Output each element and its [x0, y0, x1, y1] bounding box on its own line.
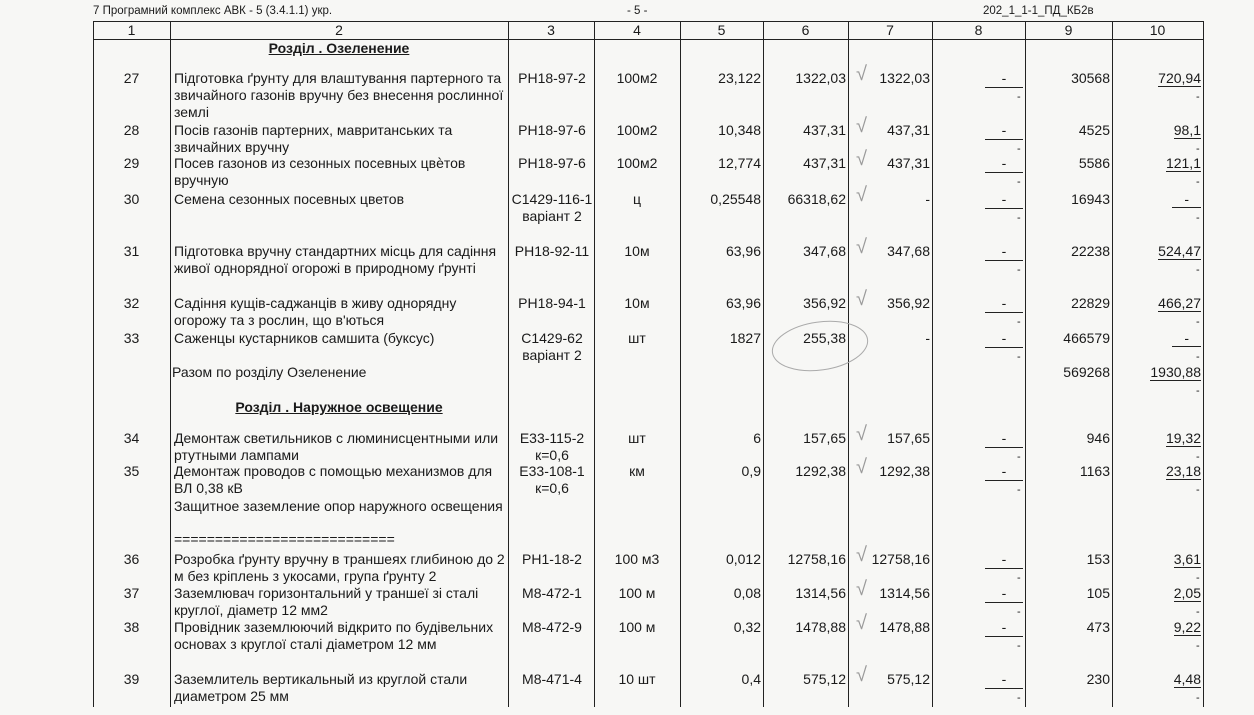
- column-number: 7: [886, 22, 894, 38]
- unit: 100м2: [616, 155, 658, 171]
- row-note: ===========================: [174, 531, 395, 547]
- column-number: 6: [801, 22, 810, 38]
- checkmark-icon: √: [856, 423, 867, 445]
- item-description: Посев газонов из сезонных посевных цвѐтов вручную: [174, 155, 466, 188]
- row-number: 37: [123, 585, 140, 601]
- unit-price-verified: 12758,16: [871, 551, 930, 567]
- column-number: 5: [717, 22, 726, 38]
- header-program: 7 Програмний комплекс АВК - 5 (3.4.1.1) укр.: [93, 5, 333, 17]
- item-description: Заземлитель вертикальный из круглой стали диаметром 25 мм: [174, 671, 468, 704]
- pencil-circle-mark: [768, 316, 878, 376]
- column-number: 9: [1064, 22, 1073, 38]
- row-number: 31: [123, 243, 140, 259]
- unit-price-verified: -: [925, 191, 930, 207]
- dash-mark: -: [1196, 351, 1200, 363]
- checkmark-icon: √: [856, 63, 867, 85]
- quantity: 0,012: [725, 551, 761, 567]
- checkmark-icon: √: [856, 148, 867, 170]
- item-code: РН18-92-11: [514, 243, 590, 259]
- quantity: 1827: [729, 330, 761, 346]
- total-cost: 105: [1086, 585, 1110, 601]
- wage-cost: [1112, 619, 1201, 636]
- quantity: 0,32: [733, 619, 761, 635]
- header-document-code: 202_1_1-1_ПД_КБ2в: [983, 5, 1094, 17]
- column-8-value: -: [985, 243, 1023, 261]
- unit-price: 157,65: [803, 430, 846, 446]
- item-code: С1429-116-1 варіант 2: [511, 191, 593, 224]
- item-code: РН18-97-6: [518, 155, 586, 171]
- dash-mark: -: [1017, 176, 1021, 188]
- unit-price: 1292,38: [795, 463, 846, 479]
- unit-price: 356,92: [803, 295, 846, 311]
- unit-price-verified: 157,65: [887, 430, 930, 446]
- item-description: Садіння кущів-саджанців в живу однорядну огорожу та з рослин, що в'ються: [174, 295, 457, 328]
- unit: 10 шт: [618, 671, 656, 687]
- quantity: 63,96: [725, 243, 761, 259]
- item-description: Заземлювач горизонтальний у траншеї зі сталі круглої, діаметр 12 мм2: [174, 585, 479, 618]
- dash-mark: -: [1196, 385, 1200, 397]
- item-code: РН18-94-1: [518, 295, 586, 311]
- total-cost: 569268: [1063, 364, 1110, 380]
- wage-cost: [1112, 551, 1201, 568]
- checkmark-icon: √: [856, 544, 867, 566]
- wage-cost: [1112, 364, 1201, 381]
- item-code: С1429-62 варіант 2: [521, 330, 583, 363]
- wage-cost-value: 4,48: [1173, 671, 1201, 687]
- unit-price: 12758,16: [787, 551, 846, 567]
- item-code: Е33-115-2 к=0,6: [519, 430, 585, 463]
- dash-mark: -: [1017, 692, 1021, 704]
- wage-cost: [1112, 330, 1201, 347]
- dash-mark: -: [1017, 484, 1021, 496]
- unit: 100 м: [618, 585, 656, 601]
- column-divider: [1203, 21, 1204, 707]
- total-cost: 230: [1086, 671, 1110, 687]
- unit-price: 66318,62: [787, 191, 846, 207]
- wage-cost-value: -: [1172, 330, 1201, 347]
- unit: шт: [628, 430, 646, 446]
- row-number: 27: [123, 70, 140, 86]
- wage-cost: [1112, 295, 1201, 312]
- column-number: 8: [974, 22, 983, 38]
- wage-cost-value: 121,1: [1165, 155, 1201, 171]
- item-description: Демонтаж светильников с люминисцентными или ртутными лампами: [174, 430, 499, 463]
- quantity: 63,96: [725, 295, 761, 311]
- item-code: М8-471-4: [522, 671, 582, 687]
- total-cost: 473: [1086, 619, 1110, 635]
- row-number: 28: [123, 122, 140, 138]
- dash-mark: -: [1017, 212, 1021, 224]
- total-cost: 153: [1086, 551, 1110, 567]
- column-8-value: -: [985, 430, 1023, 448]
- unit-price: 575,12: [803, 671, 846, 687]
- column-number: 1: [127, 22, 136, 38]
- unit-price: 1322,03: [795, 70, 846, 86]
- total-cost: 946: [1086, 430, 1110, 446]
- unit: 10м: [624, 243, 650, 259]
- column-number: 3: [547, 22, 555, 38]
- column-8-value: -: [985, 330, 1023, 348]
- wage-cost: [1112, 70, 1201, 87]
- dash-mark: -: [1017, 572, 1021, 584]
- section-title: Розділ . Наружное освещение: [235, 399, 443, 415]
- unit-price: 437,31: [803, 155, 846, 171]
- quantity: 12,774: [718, 155, 761, 171]
- unit: шт: [628, 330, 646, 346]
- unit: км: [629, 463, 645, 479]
- quantity: 6: [753, 430, 761, 446]
- quantity: 0,9: [741, 463, 761, 479]
- dash-mark: -: [1196, 212, 1200, 224]
- unit-price: 1314,56: [795, 585, 846, 601]
- quantity: 10,348: [718, 122, 761, 138]
- total-cost: 4525: [1078, 122, 1110, 138]
- item-code: Е33-108-1 к=0,6: [519, 463, 585, 496]
- checkmark-icon: √: [856, 184, 867, 206]
- checkmark-icon: √: [856, 578, 867, 600]
- checkmark-icon: √: [856, 456, 867, 478]
- item-description: Підготовка ґрунту для влаштування партерного та звичайного газонів вручну без внесення рослинної землі: [174, 70, 504, 120]
- unit-price: 437,31: [803, 122, 846, 138]
- total-cost: 22829: [1071, 295, 1110, 311]
- dash-mark: -: [1017, 640, 1021, 652]
- item-description: Семена сезонных посевных цветов: [174, 191, 405, 207]
- column-8-value: -: [985, 122, 1023, 140]
- column-8-value: -: [985, 155, 1023, 173]
- row-number: 34: [123, 430, 140, 446]
- wage-cost: [1112, 243, 1201, 260]
- wage-cost-value: 19,32: [1165, 430, 1201, 446]
- unit-price-verified: 437,31: [887, 155, 930, 171]
- dash-mark: -: [1017, 91, 1021, 103]
- unit-price-verified: 437,31: [887, 122, 930, 138]
- unit-price-verified: 356,92: [887, 295, 930, 311]
- dash-mark: -: [1196, 91, 1200, 103]
- row-number: 39: [123, 671, 140, 687]
- unit: 100м2: [616, 70, 658, 86]
- wage-cost-value: 720,94: [1158, 70, 1201, 86]
- column-number: 10: [1149, 22, 1166, 38]
- checkmark-icon: √: [856, 612, 867, 634]
- item-code: РН18-97-2: [518, 70, 586, 86]
- column-8-value: -: [985, 191, 1023, 209]
- dash-mark: -: [1196, 316, 1200, 328]
- checkmark-icon: √: [856, 288, 867, 310]
- column-number: 4: [633, 22, 641, 38]
- wage-cost: [1112, 155, 1201, 172]
- dash-mark: -: [1017, 264, 1021, 276]
- unit-price-verified: 1292,38: [879, 463, 930, 479]
- quantity: 0,4: [741, 671, 761, 687]
- column-8-value: -: [985, 619, 1023, 637]
- quantity: 0,25548: [710, 191, 761, 207]
- row-number: 29: [123, 155, 140, 171]
- dash-mark: -: [1196, 484, 1200, 496]
- row-number: 33: [123, 330, 140, 346]
- unit-price-verified: 347,68: [887, 243, 930, 259]
- row-number: 35: [123, 463, 140, 479]
- total-cost: 1163: [1079, 463, 1110, 479]
- total-cost: 22238: [1071, 243, 1110, 259]
- unit-price-verified: 1322,03: [879, 70, 930, 86]
- total-cost: 30568: [1071, 70, 1110, 86]
- row-number: 30: [123, 191, 140, 207]
- unit-price-verified: -: [925, 330, 930, 346]
- row-number: 36: [123, 551, 140, 567]
- dash-mark: -: [1017, 143, 1021, 155]
- column-8-value: -: [985, 671, 1023, 689]
- checkmark-icon: √: [856, 664, 867, 686]
- wage-cost: [1112, 671, 1201, 688]
- wage-cost: [1112, 430, 1201, 447]
- column-number: 2: [335, 22, 343, 38]
- unit: 100 м3: [614, 551, 660, 567]
- item-code: РН18-97-6: [518, 122, 586, 138]
- wage-cost: [1112, 585, 1201, 602]
- wage-cost-value: 98,1: [1173, 122, 1201, 138]
- unit-price: 347,68: [803, 243, 846, 259]
- dash-mark: -: [1196, 451, 1200, 463]
- item-code: РН1-18-2: [522, 551, 582, 567]
- item-description: Демонтаж проводов с помощью механизмов для ВЛ 0,38 кВ: [174, 463, 493, 496]
- dash-mark: -: [1196, 572, 1200, 584]
- wage-cost-value: 3,61: [1173, 551, 1201, 567]
- unit-price: 1478,88: [795, 619, 846, 635]
- unit: ц: [632, 191, 642, 207]
- column-8-value: -: [985, 70, 1023, 88]
- column-8-value: -: [985, 551, 1023, 569]
- dash-mark: -: [1196, 143, 1200, 155]
- item-description: Посів газонів партерних, мавританських та звичайних вручну: [174, 122, 453, 155]
- item-description: Саженцы кустарников самшита (буксус): [174, 330, 435, 346]
- item-code: М8-472-9: [522, 619, 582, 635]
- row-note: Разом по розділу Озеленение: [172, 364, 367, 380]
- checkmark-icon: √: [856, 236, 867, 258]
- item-description: Провідник заземлюючий відкрито по будівельних основах з круглої сталі діаметром 12 мм: [174, 619, 494, 652]
- wage-cost: [1112, 463, 1201, 480]
- total-cost: 5586: [1078, 155, 1110, 171]
- column-8-value: -: [985, 463, 1023, 481]
- unit-price-verified: 1314,56: [879, 585, 930, 601]
- unit-price: 255,38: [803, 330, 846, 346]
- unit: 100м2: [616, 122, 658, 138]
- dash-mark: -: [1017, 451, 1021, 463]
- dash-mark: -: [1017, 606, 1021, 618]
- wage-cost: [1112, 191, 1201, 208]
- page-number: - 5 -: [627, 5, 648, 17]
- column-8-value: -: [985, 295, 1023, 313]
- unit: 100 м: [618, 619, 656, 635]
- wage-cost-value: 9,22: [1173, 619, 1201, 635]
- total-cost: 466579: [1063, 330, 1110, 346]
- row-number: 38: [123, 619, 140, 635]
- wage-cost-value: 23,18: [1165, 463, 1201, 479]
- wage-cost-value: 466,27: [1158, 295, 1201, 311]
- item-description: Підготовка вручну стандартних місць для садіння живої однорядної огорожі в природному ґрунті: [174, 243, 497, 276]
- item-code: М8-472-1: [522, 585, 582, 601]
- checkmark-icon: √: [856, 115, 867, 137]
- wage-cost-value: 1930,88: [1150, 364, 1201, 380]
- wage-cost-value: 2,05: [1173, 585, 1201, 601]
- wage-cost-value: 524,47: [1158, 243, 1201, 259]
- dash-mark: -: [1196, 606, 1200, 618]
- dash-mark: -: [1017, 351, 1021, 363]
- column-8-value: -: [985, 585, 1023, 603]
- unit: 10м: [624, 295, 650, 311]
- dash-mark: -: [1196, 692, 1200, 704]
- column-divider: [932, 21, 933, 707]
- row-number: 32: [123, 295, 140, 311]
- dash-mark: -: [1196, 640, 1200, 652]
- wage-cost-value: -: [1172, 191, 1201, 208]
- quantity: 0,08: [733, 585, 761, 601]
- unit-price-verified: 1478,88: [879, 619, 930, 635]
- row-note: Защитное заземление опор наружного освещения: [174, 498, 503, 514]
- item-description: Розробка ґрунту вручну в траншеях глибиною до 2 м без кріплень з укосами, група ґрунту 2: [174, 551, 505, 584]
- quantity: 23,122: [718, 70, 761, 86]
- wage-cost: [1112, 122, 1201, 139]
- section-title: Розділ . Озеленение: [268, 40, 410, 56]
- dash-mark: -: [1196, 264, 1200, 276]
- dash-mark: -: [1196, 176, 1200, 188]
- unit-price-verified: 575,12: [887, 671, 930, 687]
- dash-mark: -: [1017, 316, 1021, 328]
- total-cost: 16943: [1071, 191, 1110, 207]
